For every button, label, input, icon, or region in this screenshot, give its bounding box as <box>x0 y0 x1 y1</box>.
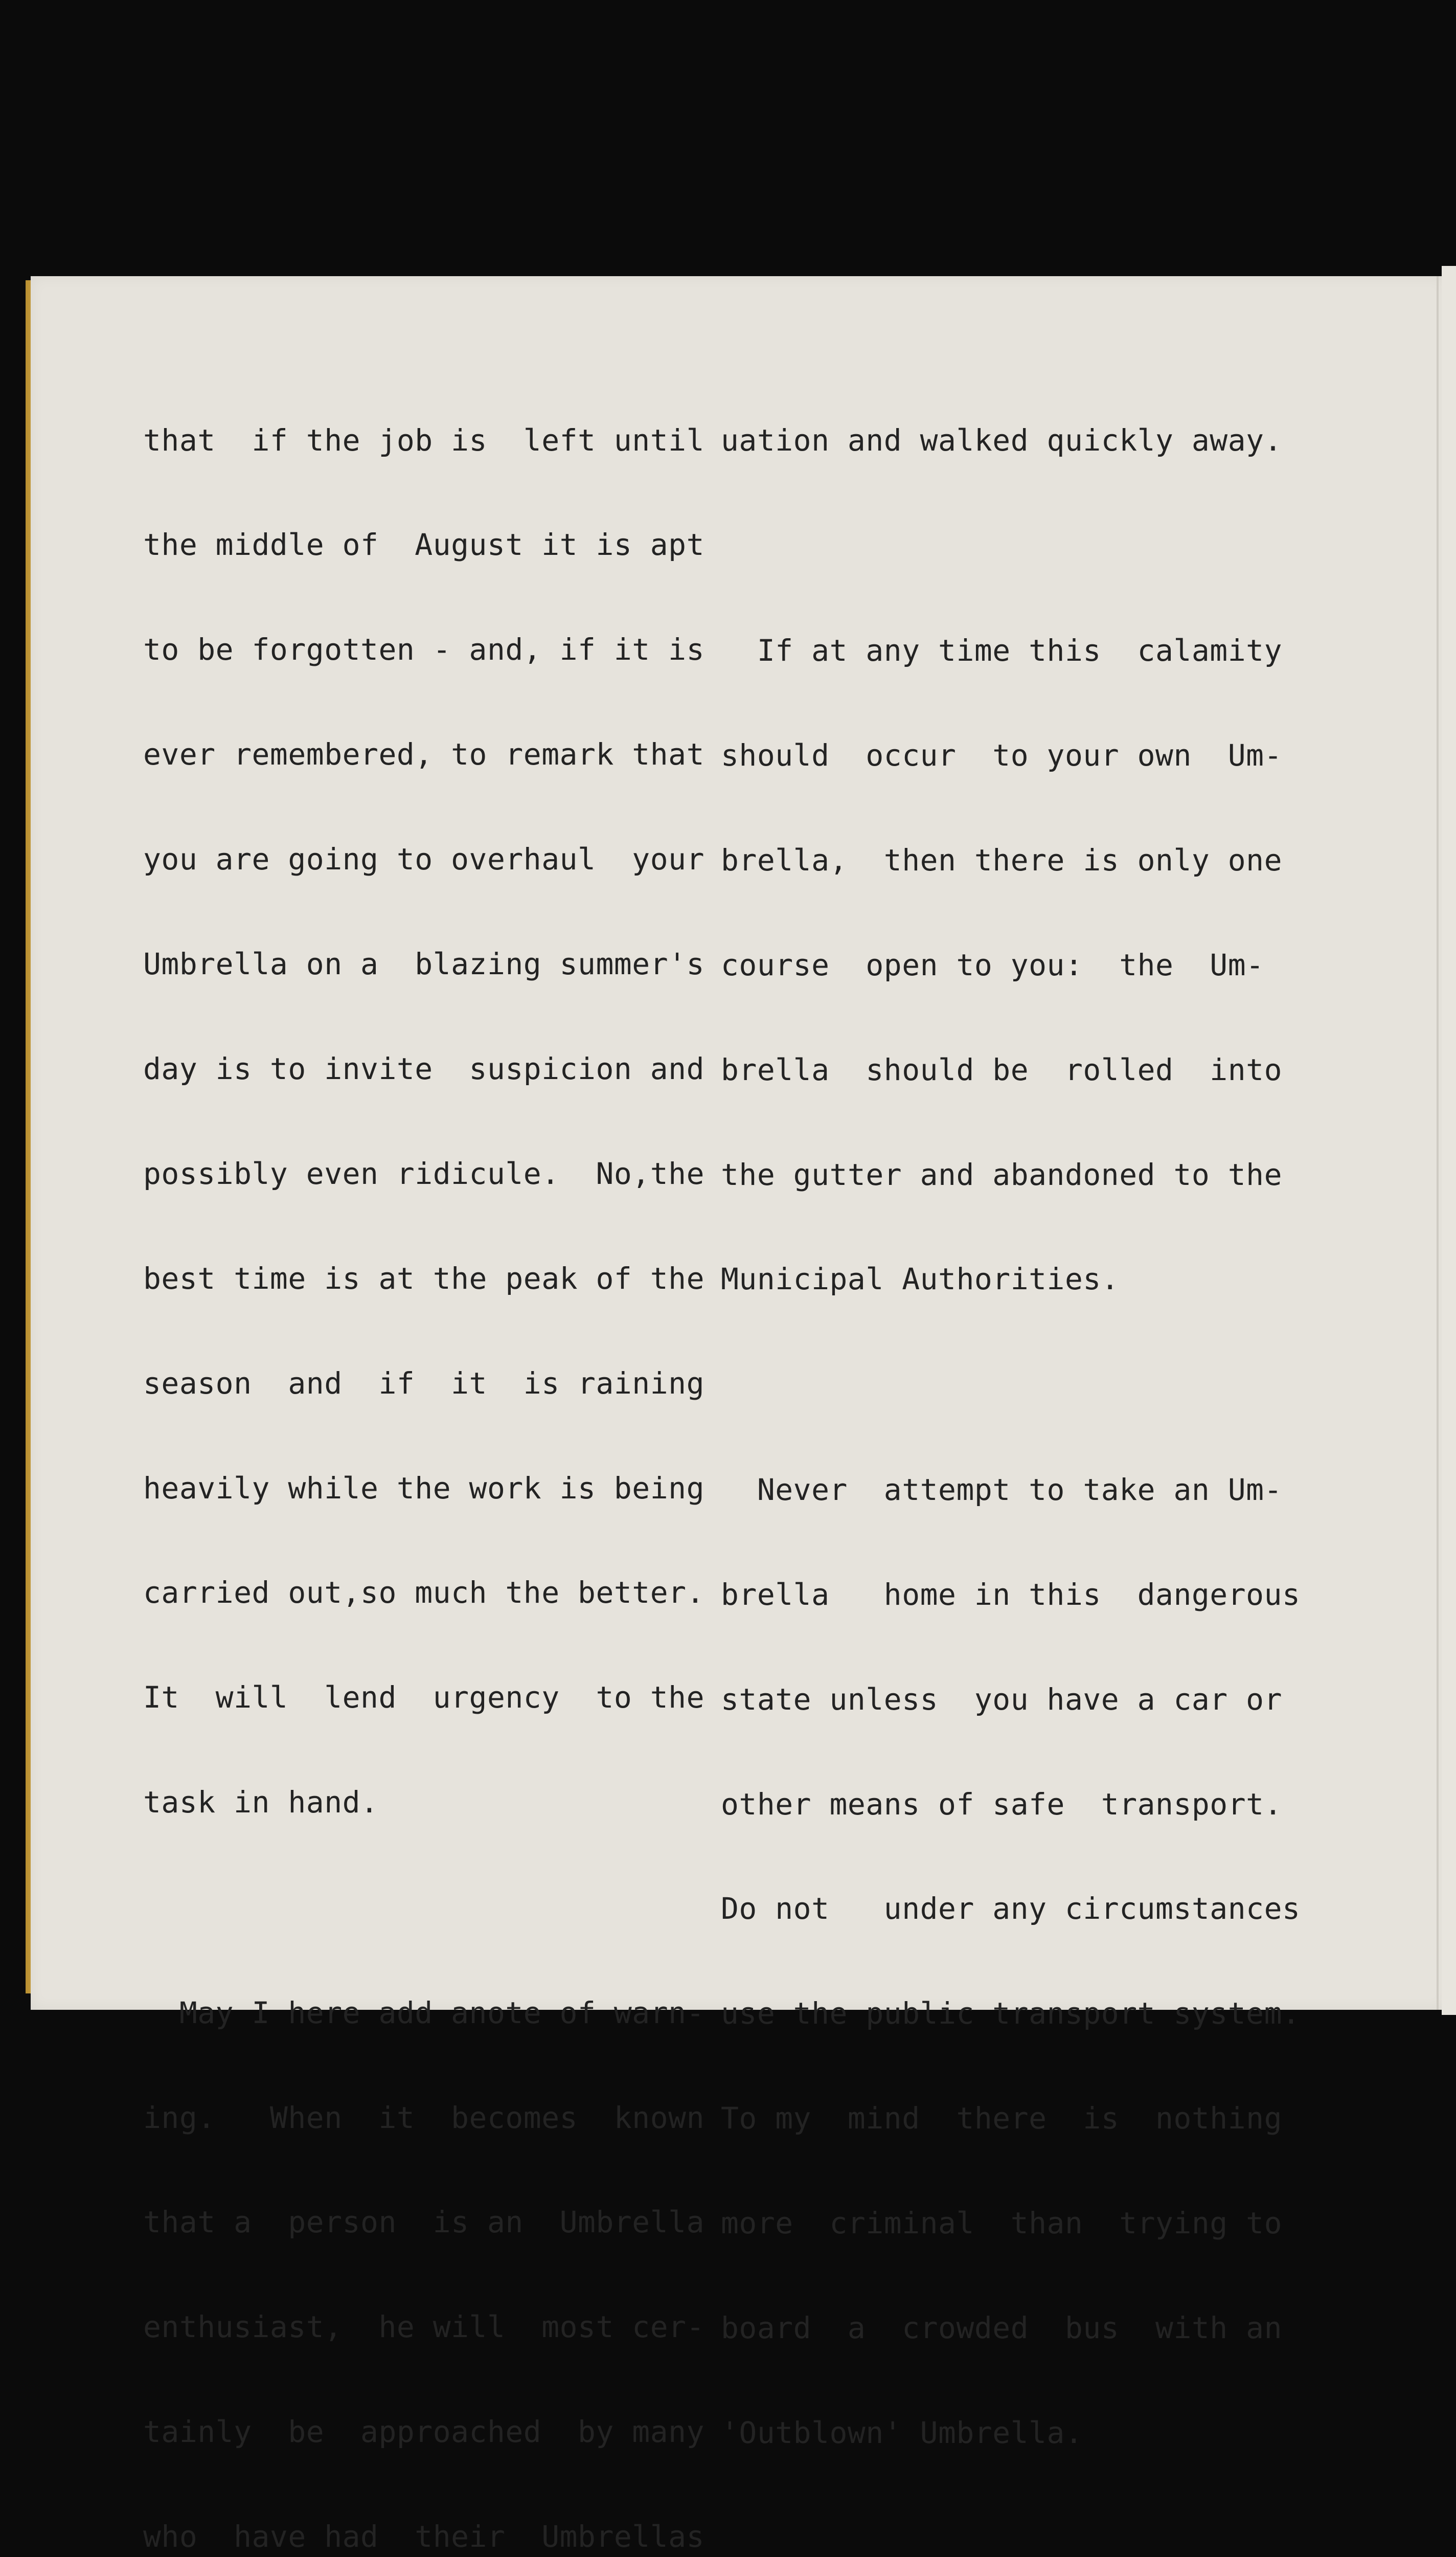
text-line: who have had their Umbrellas <box>143 2519 704 2554</box>
text-line: to be forgotten - and, if it is <box>143 632 704 667</box>
text-line: 'Outblown' Umbrella. <box>721 2415 1083 2450</box>
text-line: season and if it is raining <box>143 1365 704 1401</box>
text-line: day is to invite suspicion and <box>143 1051 704 1086</box>
text-line: possibly even ridicule. No,the <box>143 1156 704 1191</box>
paragraph-gap <box>721 527 1273 563</box>
text-line: It will lend urgency to the <box>143 1680 704 1715</box>
text-line: enthusiast, he will most cer- <box>143 2309 704 2345</box>
left-paragraph-1 <box>143 353 704 1890</box>
paragraph-gap <box>143 1890 695 1925</box>
text-line: brella should be rolled into <box>721 1052 1282 1087</box>
text-line: the gutter and abandoned to the <box>721 1157 1282 1192</box>
right-paragraph-2 <box>721 563 1282 1366</box>
text-line: If at any time this calamity <box>721 633 1282 668</box>
text-line: should occur to your own Um- <box>721 737 1282 773</box>
text-line: course open to you: the Um- <box>721 947 1264 982</box>
text-line: tainly be approached by many <box>143 2414 704 2450</box>
next-page-edge <box>1442 266 1456 2015</box>
right-text-column <box>721 353 1301 2557</box>
text-line: carried out,so much the better. <box>143 1575 704 1610</box>
text-line: Municipal Authorities. <box>721 1262 1120 1297</box>
text-line: more criminal than trying to <box>721 2206 1282 2241</box>
left-text-column <box>143 353 704 2557</box>
left-paragraph-2 <box>143 1925 704 2557</box>
text-line: task in hand. <box>143 1785 379 1820</box>
right-paragraph-4 <box>721 2556 1273 2557</box>
text-line: that if the job is left until <box>143 422 704 458</box>
text-line: brella, then there is only one <box>721 842 1282 878</box>
paragraph-gap <box>721 1366 1273 1402</box>
paragraph-gap <box>721 2520 1273 2556</box>
page-gutter <box>1437 276 1439 2010</box>
text-line: state unless you have a car or <box>721 1681 1282 1717</box>
text-line: best time is at the peak of the <box>143 1261 704 1296</box>
text-line: ing. When it becomes known <box>143 2100 704 2135</box>
text-line: heavily while the work is being <box>143 1470 704 1506</box>
right-paragraph-1 <box>721 353 1282 527</box>
text-line: brella home in this dangerous <box>721 1577 1301 1612</box>
text-line: Do not under any circumstances <box>721 1891 1301 1926</box>
text-line: the middle of August it is apt <box>143 527 704 563</box>
text-line: you are going to overhaul your <box>143 842 704 877</box>
text-line: uation and walked quickly away. <box>721 422 1282 458</box>
text-line: To my mind there is nothing <box>721 2101 1282 2136</box>
text-line: other means of safe transport. <box>721 1786 1282 1822</box>
text-line: use the public transport system. <box>721 1996 1301 2031</box>
right-paragraph-3 <box>721 1402 1301 2520</box>
text-line: Never attempt to take an Um- <box>721 1472 1282 1507</box>
text-line: board a crowded bus with an <box>721 2311 1282 2346</box>
text-line: May I here add anote of warn- <box>143 1995 704 2030</box>
text-line: ever remembered, to remark that <box>143 737 704 772</box>
text-line: that a person is an Umbrella <box>143 2205 704 2240</box>
text-line: Umbrella on a blazing summer's <box>143 947 704 982</box>
